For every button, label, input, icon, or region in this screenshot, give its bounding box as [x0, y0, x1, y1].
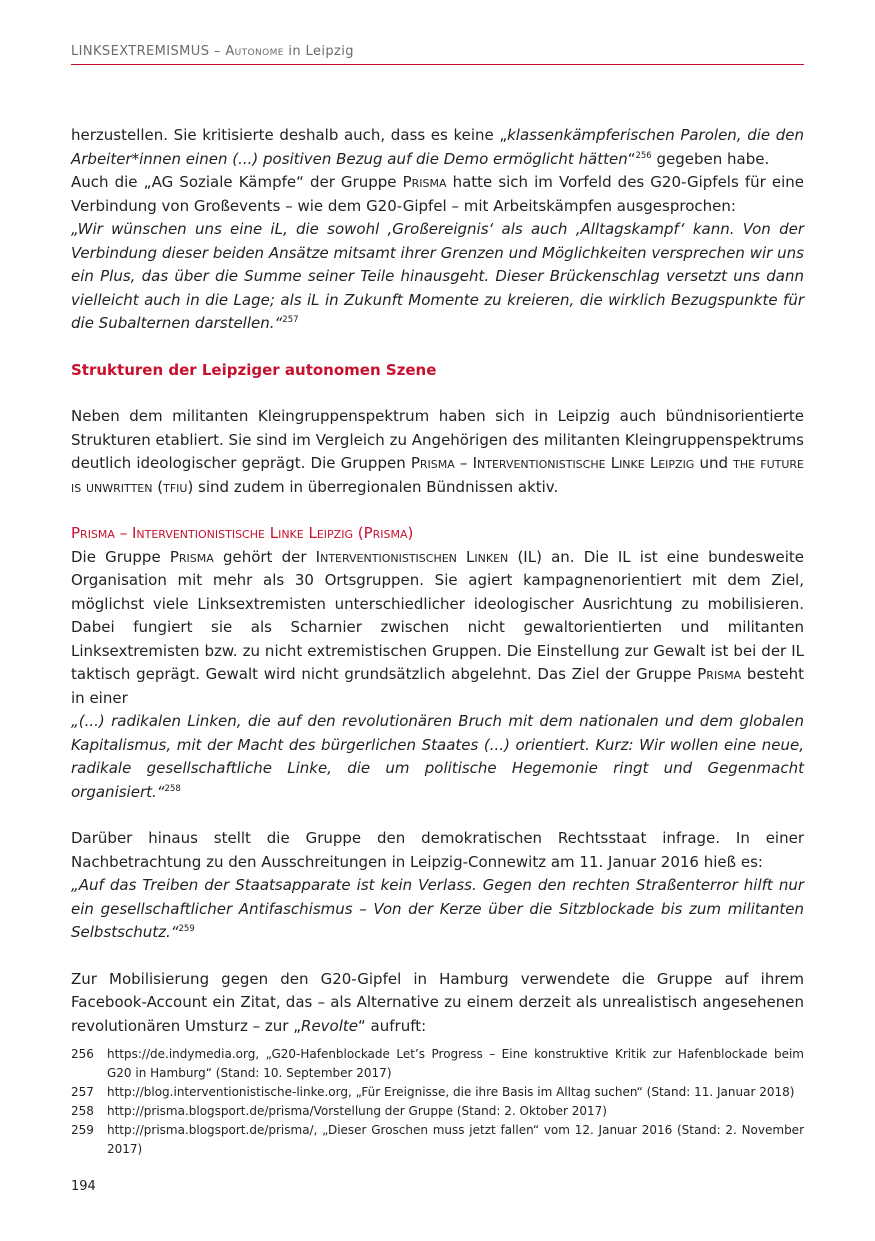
footnote-number: 258 [71, 1104, 94, 1118]
footnote-text: http://blog.interventionistische-linke.org, „Für Ereignisse, die ihre Basis im Alltag suchen“ (Stand: 11. Januar 2018) [107, 1085, 795, 1099]
paragraph-2 [71, 171, 804, 218]
paragraph-3 [71, 405, 804, 499]
paragraph-5: Darüber hinaus stellt die Gruppe den demokratischen Rechtsstaat infrage. In einer Nachbetrachtung zu den Ausschreitungen in Leipzig-Connewitz am 11. Januar 2016 hieß es: [71, 829, 804, 871]
header-rule [71, 64, 804, 65]
group-name: Prisma [169, 547, 214, 566]
header-section: LINKSEXTREMISMUS [71, 44, 210, 59]
running-header [71, 44, 804, 59]
paragraph-text: ) sind zudem in überregionalen Bündnissen aktiv. [187, 477, 559, 496]
footnote-number: 259 [71, 1123, 94, 1137]
header-separator: – [209, 44, 226, 59]
inline-quote: klassenkämpferischen Parolen, die den Arbeiter*innen einen (...) positiven Bezug auf die Demo ermöglicht hätten [71, 126, 804, 168]
footnote-number: 256 [71, 1047, 94, 1061]
footnote-ref-258[interactable]: 258 [164, 783, 181, 794]
group-name: Interventionistischen Linken [315, 547, 509, 566]
group-name: Prisma [697, 665, 742, 683]
footnote-number: 257 [71, 1085, 94, 1099]
spacer [71, 336, 804, 359]
paragraph-text: “ [627, 149, 636, 168]
paragraph-text: “ aufruft: [358, 1016, 427, 1035]
paragraph-text: und [694, 454, 734, 472]
paragraph-text: ( [152, 477, 164, 496]
footnote-ref-256[interactable]: 256 [635, 150, 652, 161]
footnote-258 [71, 1102, 804, 1121]
section-heading: Strukturen der Leipziger autonomen Szene [71, 360, 437, 379]
block-quote-2 [71, 710, 804, 804]
paragraph-text: Zur Mobilisierung gegen den G20-Gipfel in Hamburg verwendete die Gruppe auf ihrem Facebook-Account ein Zitat, das – als Alternative zu einem derzeit als unrealistisch angesehenen revolutionären Umsturz – zur „ [71, 969, 804, 1035]
quote-text: „Wir wünschen uns eine iL, die sowohl ‚Großereignis‘ als auch ‚Alltagskampf‘ kann. Von der Verbindung dieser beiden Ansätze mitsamt ihrer Grenzen und Möglichkeiten versprechen wir uns ein Plus, das über die Summe seiner Teile hinausgeht. Dieser Brückenschlag versetzt uns dann vielleicht auch in die Lage; als iL in Zukunft Momente zu kreieren, die wirklich Bezugspunkte für die Subalternen darstellen.“ [71, 220, 804, 332]
subsection-heading: Prisma – Interventionistische Linke Leipzig (Prisma) [71, 524, 414, 542]
paragraph-1 [71, 124, 804, 171]
quote-text: „Auf das Treiben der Staatsapparate ist kein Verlass. Gegen den rechten Straßenterror hilft nur ein gesellschaftlicher Antifaschismus – Von der Kerze über die Sitzblockade bis zum militanten Selbstschutz.“ [71, 876, 804, 941]
spacer [71, 945, 804, 968]
group-abbr: tfiu [163, 477, 188, 496]
paragraph-text: Neben dem militanten Kleingruppenspektrum haben sich in Leipzig auch bündnisorientierte Strukturen etabliert. Sie sind im Vergleich zu Angehörigen des militanten Kleingruppenspektrums deutlich ideologischer geprägt. Die Gruppen [71, 407, 804, 472]
paragraph-text: (IL) an. Die IL ist eine bundesweite Organisation mit mehr als 30 Ortsgruppen. Sie agiert kampagnenorientiert mit dem Ziel, möglichst viele Linksextremisten unterschiedlicher ideologischer Ausrichtung zu mobilisieren. Dabei fungiert sie als Scharnier zwischen nicht gewaltorientierten und militanten Linksextremisten bzw. zu nicht extremistischen Gruppen. Die Einstellung zur Gewalt ist bei der IL taktisch geprägt. Gewalt wird nicht grundsätzlich abgelehnt. Das Ziel der Gruppe [71, 547, 804, 683]
footnote-text: http://prisma.blogsport.de/prisma/, „Dieser Groschen muss jetzt fallen“ vom 12. Januar 2016 (Stand: 2. November 2017) [107, 1123, 804, 1156]
page-number: 194 [71, 1179, 96, 1194]
header-subsection: Autonome [225, 44, 284, 59]
block-quote-3 [71, 874, 804, 945]
spacer [71, 804, 804, 827]
paragraph-text: herzustellen. Sie kritisierte deshalb auch, dass es keine „ [71, 126, 508, 144]
footnote-ref-259[interactable]: 259 [178, 924, 195, 934]
footnote-256 [71, 1045, 804, 1083]
group-name: Prisma – Interventionistische Linke Leipzig [410, 454, 695, 472]
header-subsection-rest: in Leipzig [283, 44, 354, 59]
paragraph-text: hatte sich im Vorfeld des G20-Gipfels für eine Verbindung von Großevents – wie dem G20-Gipfel – mit Arbeitskämpfen ausgesprochen: [71, 173, 804, 215]
footnote-text: http://prisma.blogsport.de/prisma/Vorstellung der Gruppe (Stand: 2. Oktober 2017) [107, 1104, 607, 1118]
block-quote-1 [71, 218, 804, 336]
paragraph-text: gegeben habe. [651, 149, 770, 168]
footnote-text: https://de.indymedia.org, „G20-Hafenblockade Let’s Progress – Eine konstruktive Kritik zur Hafenblockade beim G20 in Hamburg“ (Stand: 10. September 2017) [107, 1047, 804, 1080]
footnotes [71, 1045, 804, 1159]
footnote-257 [71, 1083, 804, 1102]
inline-quote: Revolte [301, 1016, 359, 1035]
spacer [71, 499, 804, 522]
paragraph-text: Auch die „AG Soziale Kämpfe“ der Gruppe [71, 173, 403, 191]
paragraph-text: Die Gruppe [71, 547, 170, 566]
footnote-ref-257[interactable]: 257 [282, 315, 299, 325]
paragraph-text: besteht in einer [71, 665, 804, 707]
group-name: Prisma [402, 173, 447, 191]
footnote-259 [71, 1121, 804, 1159]
paragraph-6 [71, 968, 804, 1039]
paragraph-text: gehört der [213, 547, 316, 566]
quote-text: „(...) radikalen Linken, die auf den revolutionären Bruch mit dem nationalen und dem globalen Kapitalismus, mit der Macht des bürgerlichen Staates (...) orientiert. Kurz: Wir wollen eine neue, radikale gesellschaftliche Linke, die um politische Hegemonie ringt und Gegenmacht organisiert.“ [71, 712, 804, 801]
page-body [71, 124, 804, 1038]
spacer [71, 382, 804, 405]
paragraph-4 [71, 546, 804, 711]
group-name: the future is unwritten [71, 454, 804, 496]
